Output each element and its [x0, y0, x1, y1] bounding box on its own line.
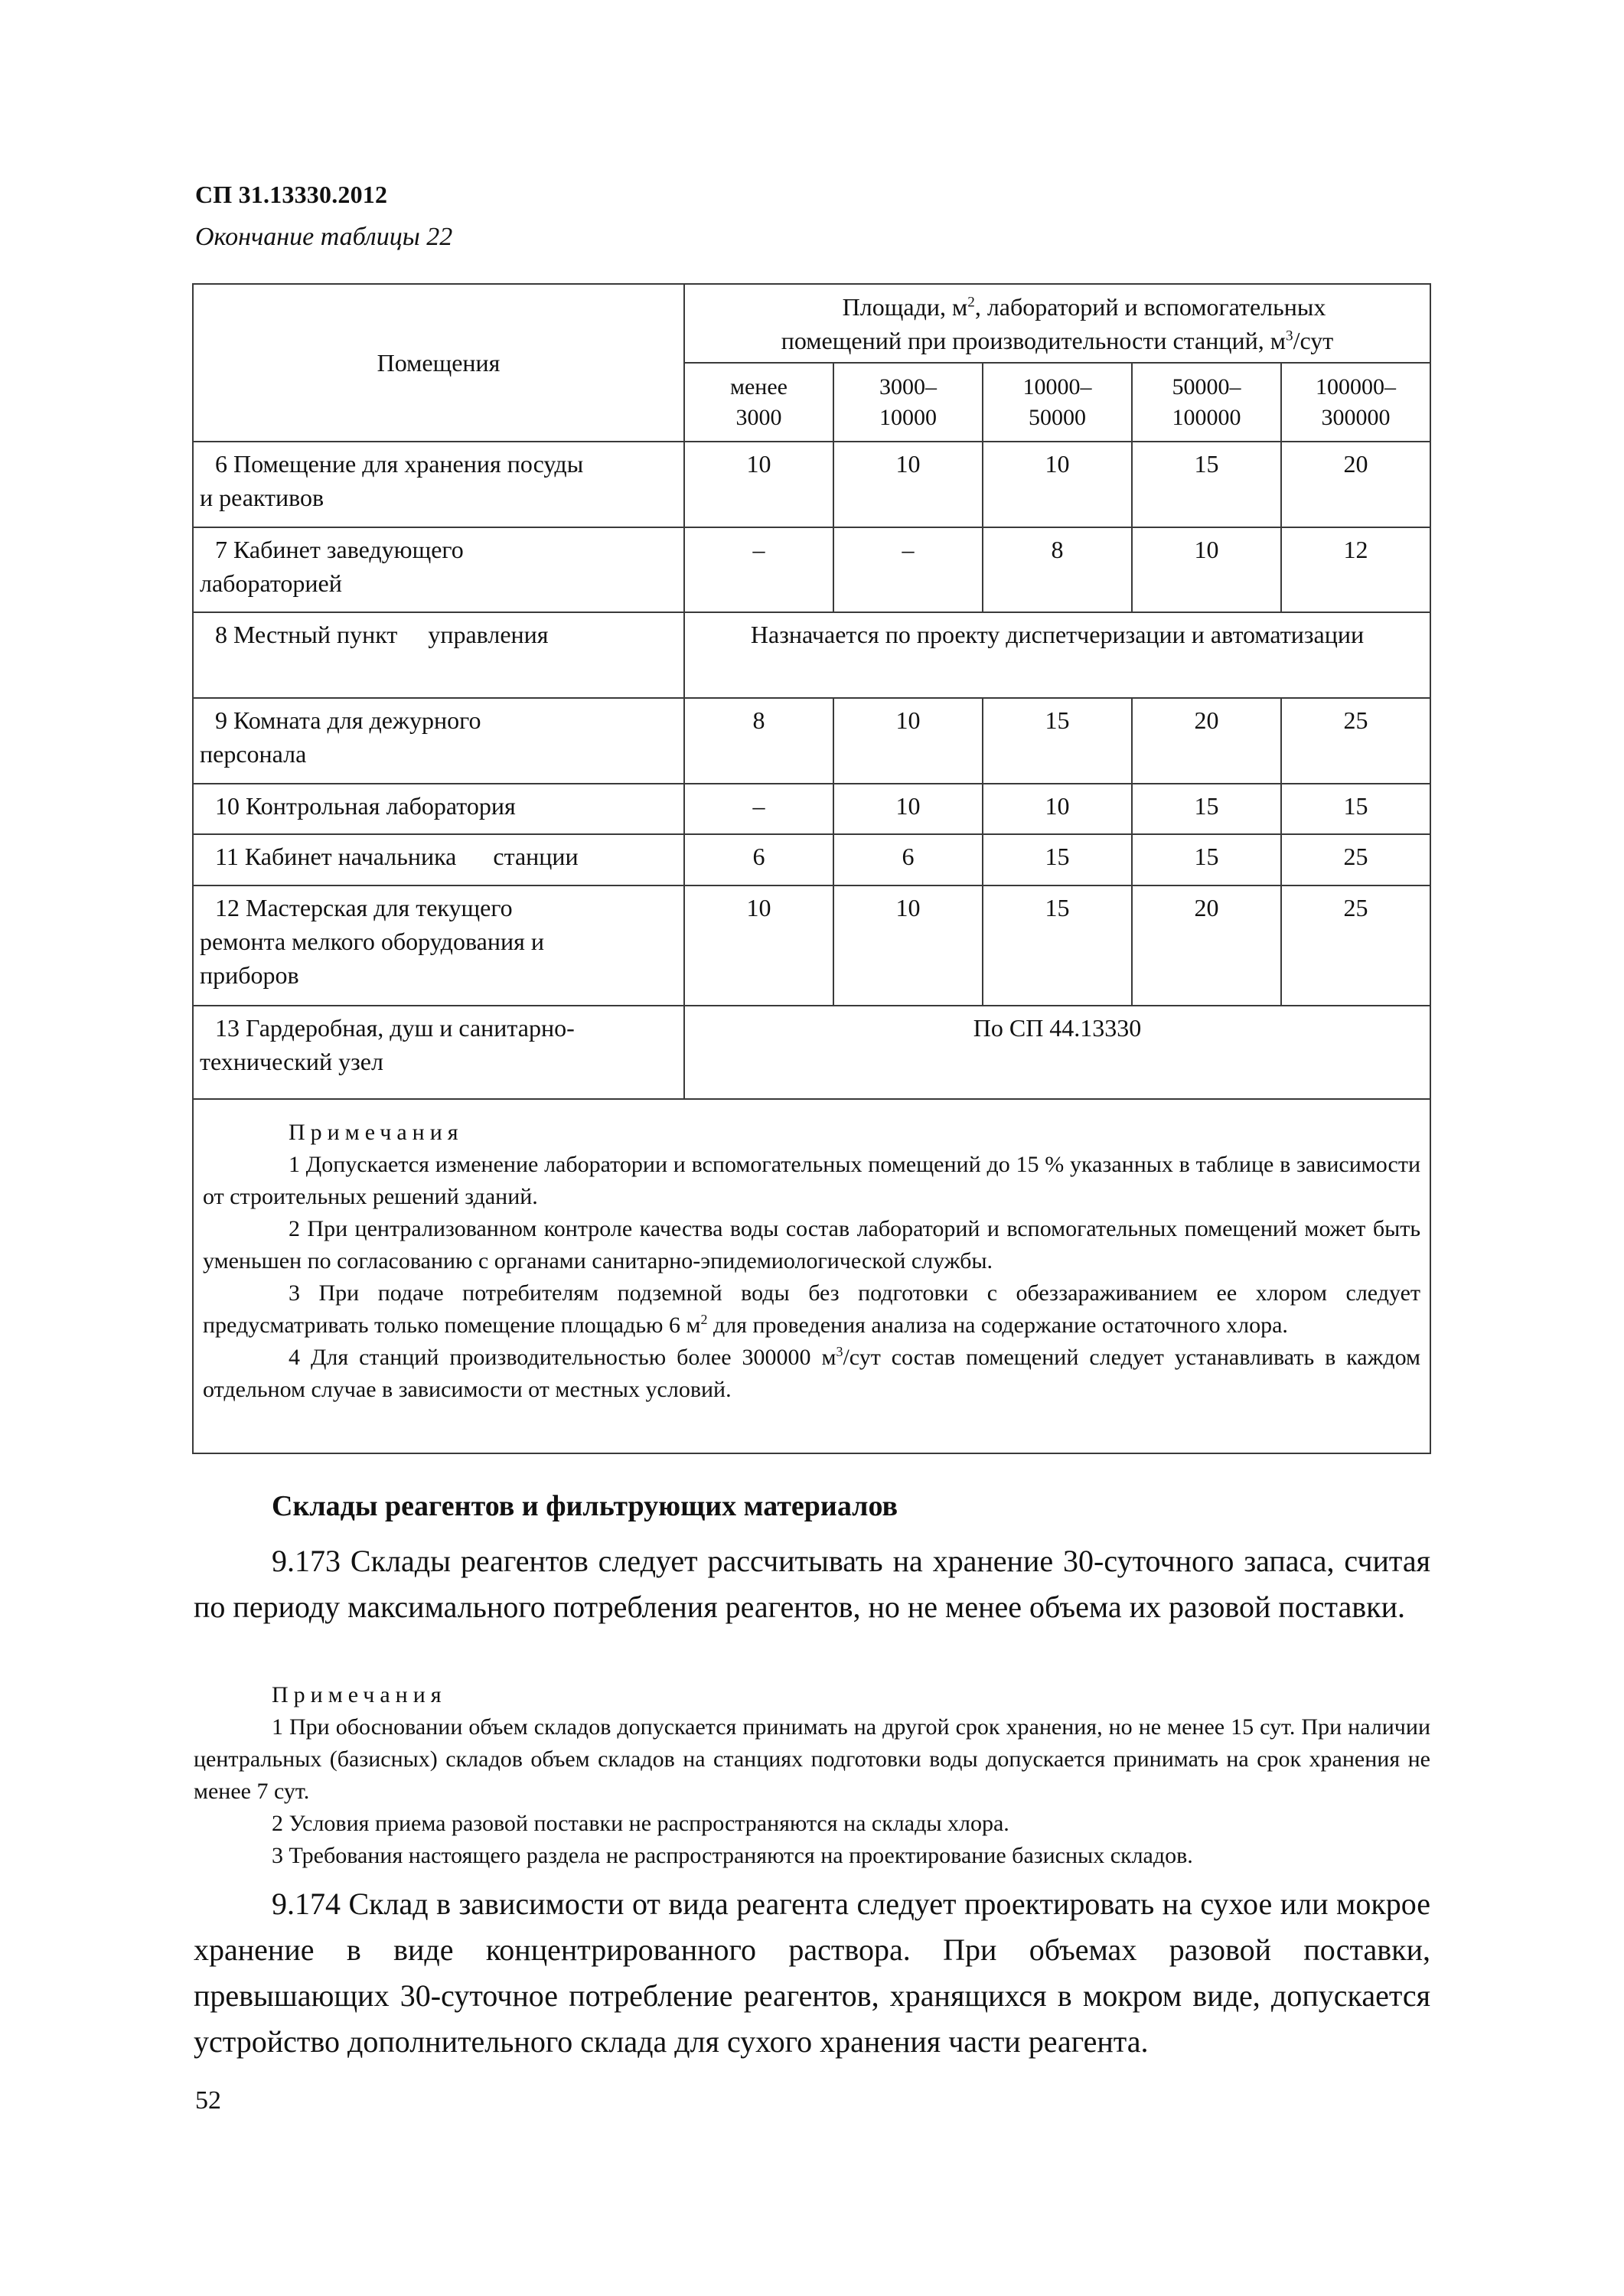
- paragraph-text: 9.173 Склады реагентов следует рассчитывать на хранение 30-суточного запаса, считая по периоду максимального потребления реагентов, но не менее объема их разовой поставки.: [194, 1544, 1430, 1624]
- table-caption: Окончание таблицы 22: [195, 223, 453, 251]
- row-label: 8 Местный пункт управления: [193, 612, 684, 698]
- row-label: 6 Помещение для хранения посуды и реактивов: [193, 442, 684, 527]
- table-cell: 10: [684, 442, 833, 527]
- row-label: 12 Мастерская для текущего ремонта мелкого оборудования и приборов: [193, 885, 684, 1006]
- table-cell: 20: [1132, 885, 1281, 1006]
- table-cell: –: [684, 527, 833, 612]
- header-area-text: /сут: [1293, 326, 1334, 354]
- rooms-area-table: [192, 283, 1431, 1454]
- table-row: [193, 1006, 1430, 1099]
- table-row: [193, 442, 1430, 527]
- note-item: 2 Условия приема разовой поставки не распространяются на склады хлора.: [272, 1811, 1009, 1836]
- table-cell: 10: [684, 885, 833, 1006]
- table-cell: 15: [983, 698, 1132, 784]
- header-area-text: , лабораторий и вспомогательных: [974, 292, 1326, 321]
- table-cell: 6: [684, 834, 833, 885]
- header-area: [684, 284, 1430, 363]
- table-cell: 8: [684, 698, 833, 784]
- paragraph-9-173: [194, 1538, 1430, 1630]
- row-label: 11 Кабинет начальника станции: [193, 834, 684, 885]
- row-label: 10 Контрольная лаборатория: [193, 784, 684, 834]
- table-row: [193, 885, 1430, 1006]
- subheader-cell: 3000– 10000: [833, 363, 983, 442]
- table-cell: 10: [833, 784, 983, 834]
- table-cell: 15: [1132, 784, 1281, 834]
- table-cell: 10: [833, 698, 983, 784]
- page-number: 52: [195, 2086, 221, 2115]
- note-item: 1 Допускается изменение лаборатории и вспомогательных помещений до 15 % указанных в таблице в зависимости от строительных решений зданий.: [203, 1152, 1421, 1209]
- table-row: [193, 784, 1430, 834]
- row-label: 9 Комната для дежурного персонала: [193, 698, 684, 784]
- table-cell: 10: [983, 442, 1132, 527]
- document-code: СП 31.13330.2012: [195, 181, 388, 208]
- table-cell: 15: [1132, 834, 1281, 885]
- section-notes: [194, 1679, 1430, 1872]
- table-row: [193, 527, 1430, 612]
- table-cell-span: По СП 44.13330: [684, 1006, 1430, 1099]
- table-cell: 20: [1281, 442, 1430, 527]
- table-cell-span: Назначается по проекту диспетчеризации и автоматизации: [684, 612, 1430, 698]
- section-heading: Склады реагентов и фильтрующих материалов: [272, 1490, 898, 1522]
- table-cell: –: [833, 527, 983, 612]
- table-cell: 6: [833, 834, 983, 885]
- table-cell: 15: [1132, 442, 1281, 527]
- table-cell: 12: [1281, 527, 1430, 612]
- paragraph-9-174: [194, 1881, 1430, 2065]
- table-cell: 15: [1281, 784, 1430, 834]
- note-item: 3 При подаче потребителям подземной воды без подготовки с обеззараживанием ее хлором следует предусматривать только помещение площадью 6 $м^2$ для проведения анализа на содержание остаточного хлора.: [203, 1280, 1421, 1338]
- subheader-cell: 100000– 300000: [1281, 363, 1430, 442]
- table-cell: 10: [1132, 527, 1281, 612]
- note-item: 1 При обосновании объем складов допускается принимать на другой срок хранения, но не менее 15 сут. При наличии центральных (базисных) складов объем складов на станциях подготовки воды допускается принимать на срок хранения не менее 7 сут.: [194, 1714, 1430, 1804]
- table-cell: 8: [983, 527, 1132, 612]
- table-cell: 15: [983, 834, 1132, 885]
- table-cell: 15: [983, 885, 1132, 1006]
- table-cell: 10: [833, 885, 983, 1006]
- table-notes-row: [193, 1099, 1430, 1453]
- table-row: [193, 612, 1430, 698]
- paragraph-text: 9.174 Склад в зависимости от вида реагента следует проектировать на сухое или мокрое хранение в виде концентрированного раствора. При объемах разовой поставки, превышающих 30-суточное потребление реагентов, хранящихся в мокром виде, допускается устройство дополнительного склада для сухого хранения части реагента.: [194, 1887, 1430, 2059]
- table-header-row: [193, 284, 1430, 363]
- table-notes: [193, 1099, 1430, 1453]
- notes-title: Примечания: [272, 1682, 447, 1707]
- table-cell: 10: [983, 784, 1132, 834]
- header-area-text: помещений при производительности станций, м: [781, 326, 1286, 354]
- table-cell: –: [684, 784, 833, 834]
- table-row: [193, 834, 1430, 885]
- subheader-cell: менее 3000: [684, 363, 833, 442]
- table-cell: 25: [1281, 698, 1430, 784]
- header-rooms-label: Помещения: [377, 349, 501, 377]
- header-rooms: [193, 284, 684, 442]
- note-item: 4 Для станций производительностью более 300000 $м^3$/сут состав помещений следует устанавливать в каждом отдельном случае в зависимости от местных условий.: [203, 1344, 1421, 1402]
- subheader-cell: 10000– 50000: [983, 363, 1132, 442]
- table-cell: 25: [1281, 834, 1430, 885]
- table-cell: 20: [1132, 698, 1281, 784]
- row-label: 13 Гардеробная, душ и санитарно- технический узел: [193, 1006, 684, 1099]
- table-cell: 10: [833, 442, 983, 527]
- note-item: 3 Требования настоящего раздела не распространяются на проектирование базисных складов.: [272, 1843, 1193, 1868]
- table-row: [193, 698, 1430, 784]
- table-cell: 25: [1281, 885, 1430, 1006]
- header-area-text: Площади, м: [842, 292, 968, 321]
- subheader-cell: 50000– 100000: [1132, 363, 1281, 442]
- superscript: 3: [1286, 327, 1293, 344]
- note-item: 2 При централизованном контроле качества воды состав лабораторий и вспомогательных помещений может быть уменьшен по согласованию с органами санитарно-эпидемиологической службы.: [203, 1216, 1421, 1274]
- notes-title: Примечания: [289, 1120, 464, 1145]
- row-label: 7 Кабинет заведующего лабораторией: [193, 527, 684, 612]
- superscript: 2: [967, 293, 975, 310]
